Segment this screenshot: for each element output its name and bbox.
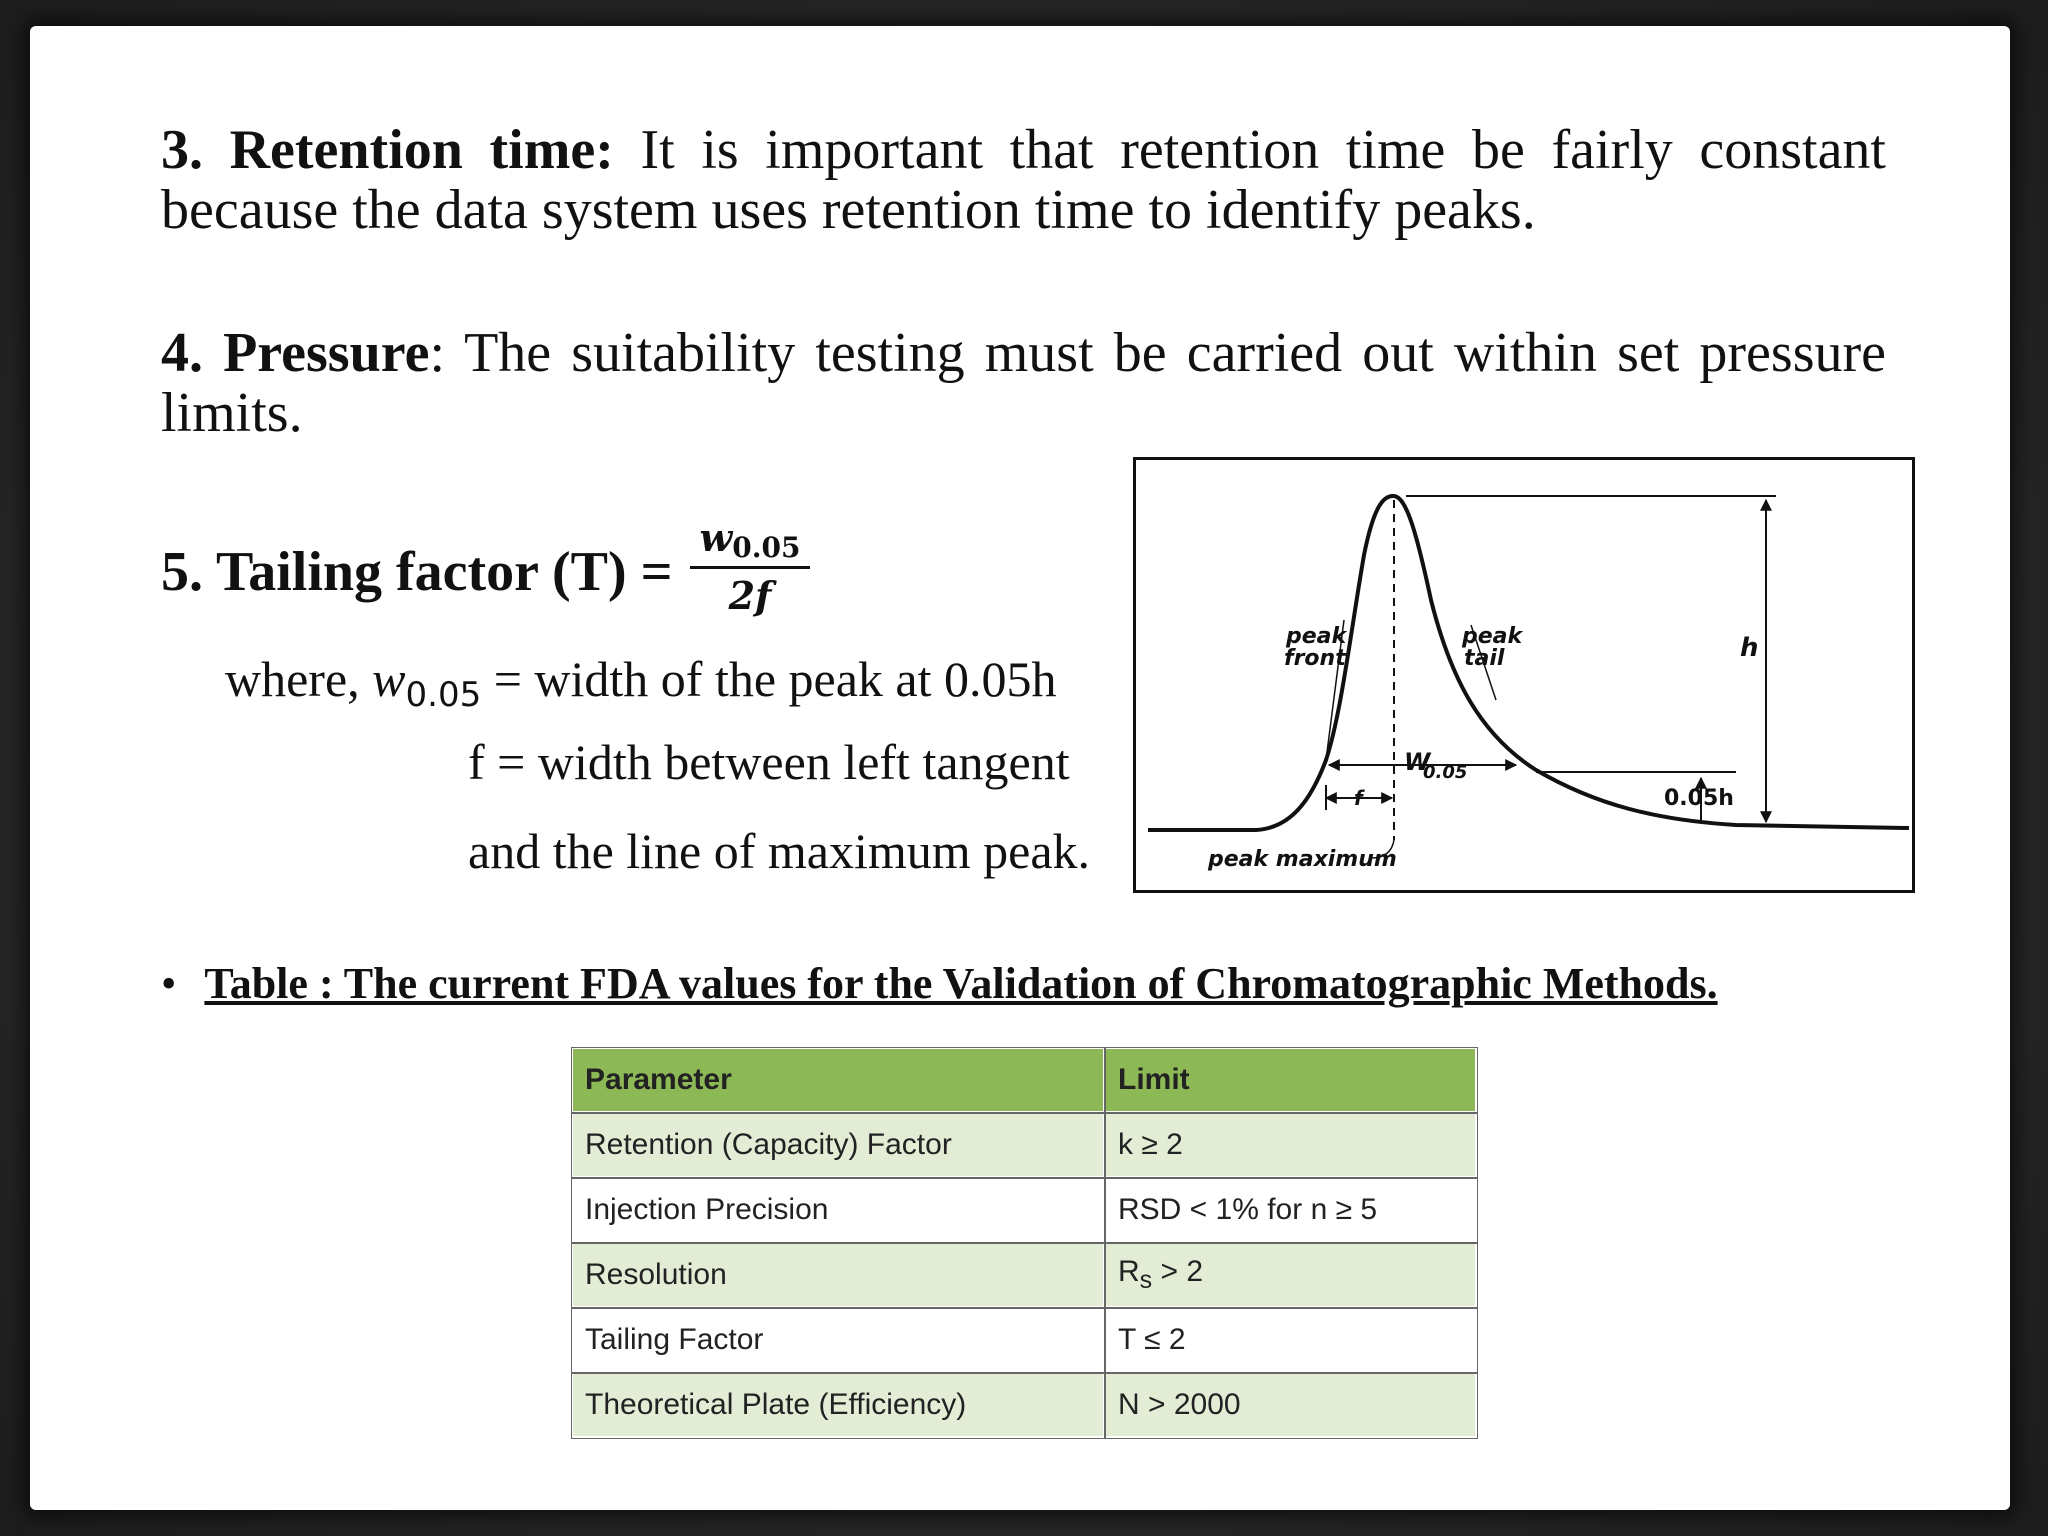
cell-limit: k ≥ 2	[1105, 1113, 1477, 1178]
table-caption-text: Table : The current FDA values for the Validation of Chromatographic Methods.	[204, 959, 1718, 1008]
table-row	[572, 1178, 1477, 1243]
numerator-sub: 0.05	[732, 531, 801, 564]
tailing-formula	[690, 515, 810, 618]
pressure-heading: 4. Pressure	[161, 322, 430, 384]
where-definition: = width of the peak at 0.05h	[481, 651, 1057, 707]
table-caption	[161, 958, 1718, 1009]
tailing-factor-heading: 5. Tailing factor (T) =	[161, 541, 673, 603]
retention-time-heading: 3. Retention time:	[161, 119, 614, 181]
f-label: f	[1354, 786, 1363, 810]
cell-parameter: Injection Precision	[572, 1178, 1105, 1243]
peak-diagram-svg	[1136, 460, 1912, 890]
resolution-limit: > 2	[1152, 1255, 1204, 1288]
where-prefix: where,	[225, 651, 373, 707]
where-var: w	[372, 651, 406, 707]
peak-tail-label-2: tail	[1464, 646, 1505, 671]
cell-parameter: Tailing Factor	[572, 1308, 1105, 1373]
cell-parameter: Retention (Capacity) Factor	[572, 1113, 1105, 1178]
peak-diagram	[1133, 457, 1915, 893]
peak-maximum-label: peak maximum	[1208, 847, 1397, 872]
header-limit: Limit	[1105, 1048, 1477, 1113]
header-parameter: Parameter	[572, 1048, 1105, 1113]
pressure-paragraph	[161, 323, 1886, 443]
formula-numerator	[690, 515, 810, 569]
h-label: h	[1740, 633, 1759, 663]
cell-limit: RSD < 1% for n ≥ 5	[1105, 1178, 1477, 1243]
peak-tail-label-1: peak	[1462, 624, 1523, 649]
peak-front-label-1: peak	[1286, 624, 1347, 649]
retention-time-paragraph	[161, 120, 1886, 240]
pressure-text: : The suitability testing must be carried out within set pressure limits.	[161, 322, 1886, 444]
w005-sub-label: 0.05	[1423, 762, 1468, 783]
peak-curve	[1148, 496, 1909, 830]
bullet-dot: •	[161, 959, 177, 1008]
w005-label: W	[1404, 748, 1431, 776]
cell-limit	[1105, 1243, 1477, 1308]
cell-limit: N > 2000	[1105, 1373, 1477, 1438]
where-sub: 0.05	[405, 675, 482, 715]
retention-time-text: It is important that retention time be fairly constant because the data system uses retention time to identify peaks.	[161, 119, 1886, 241]
formula-denominator: 2f	[728, 573, 772, 618]
cell-parameter: Theoretical Plate (Efficiency)	[572, 1373, 1105, 1438]
numerator-var: w	[699, 515, 733, 560]
table-row	[572, 1308, 1477, 1373]
cell-limit: T ≤ 2	[1105, 1308, 1477, 1373]
table-header-row	[572, 1048, 1477, 1113]
f-definition: f = width between left tangent	[468, 734, 1070, 790]
resolution-symbol: R	[1118, 1255, 1140, 1288]
where-line	[225, 650, 1057, 715]
table-row	[572, 1373, 1477, 1438]
peak-front-label-2: front	[1284, 646, 1346, 671]
h005-label: 0.05h	[1664, 786, 1734, 811]
f-definition-continued: and the line of maximum peak.	[468, 823, 1091, 879]
fda-values-table	[570, 1046, 1478, 1439]
table-row	[572, 1243, 1477, 1308]
cell-parameter: Resolution	[572, 1243, 1105, 1308]
table-row	[572, 1113, 1477, 1178]
resolution-sub: s	[1139, 1266, 1153, 1294]
